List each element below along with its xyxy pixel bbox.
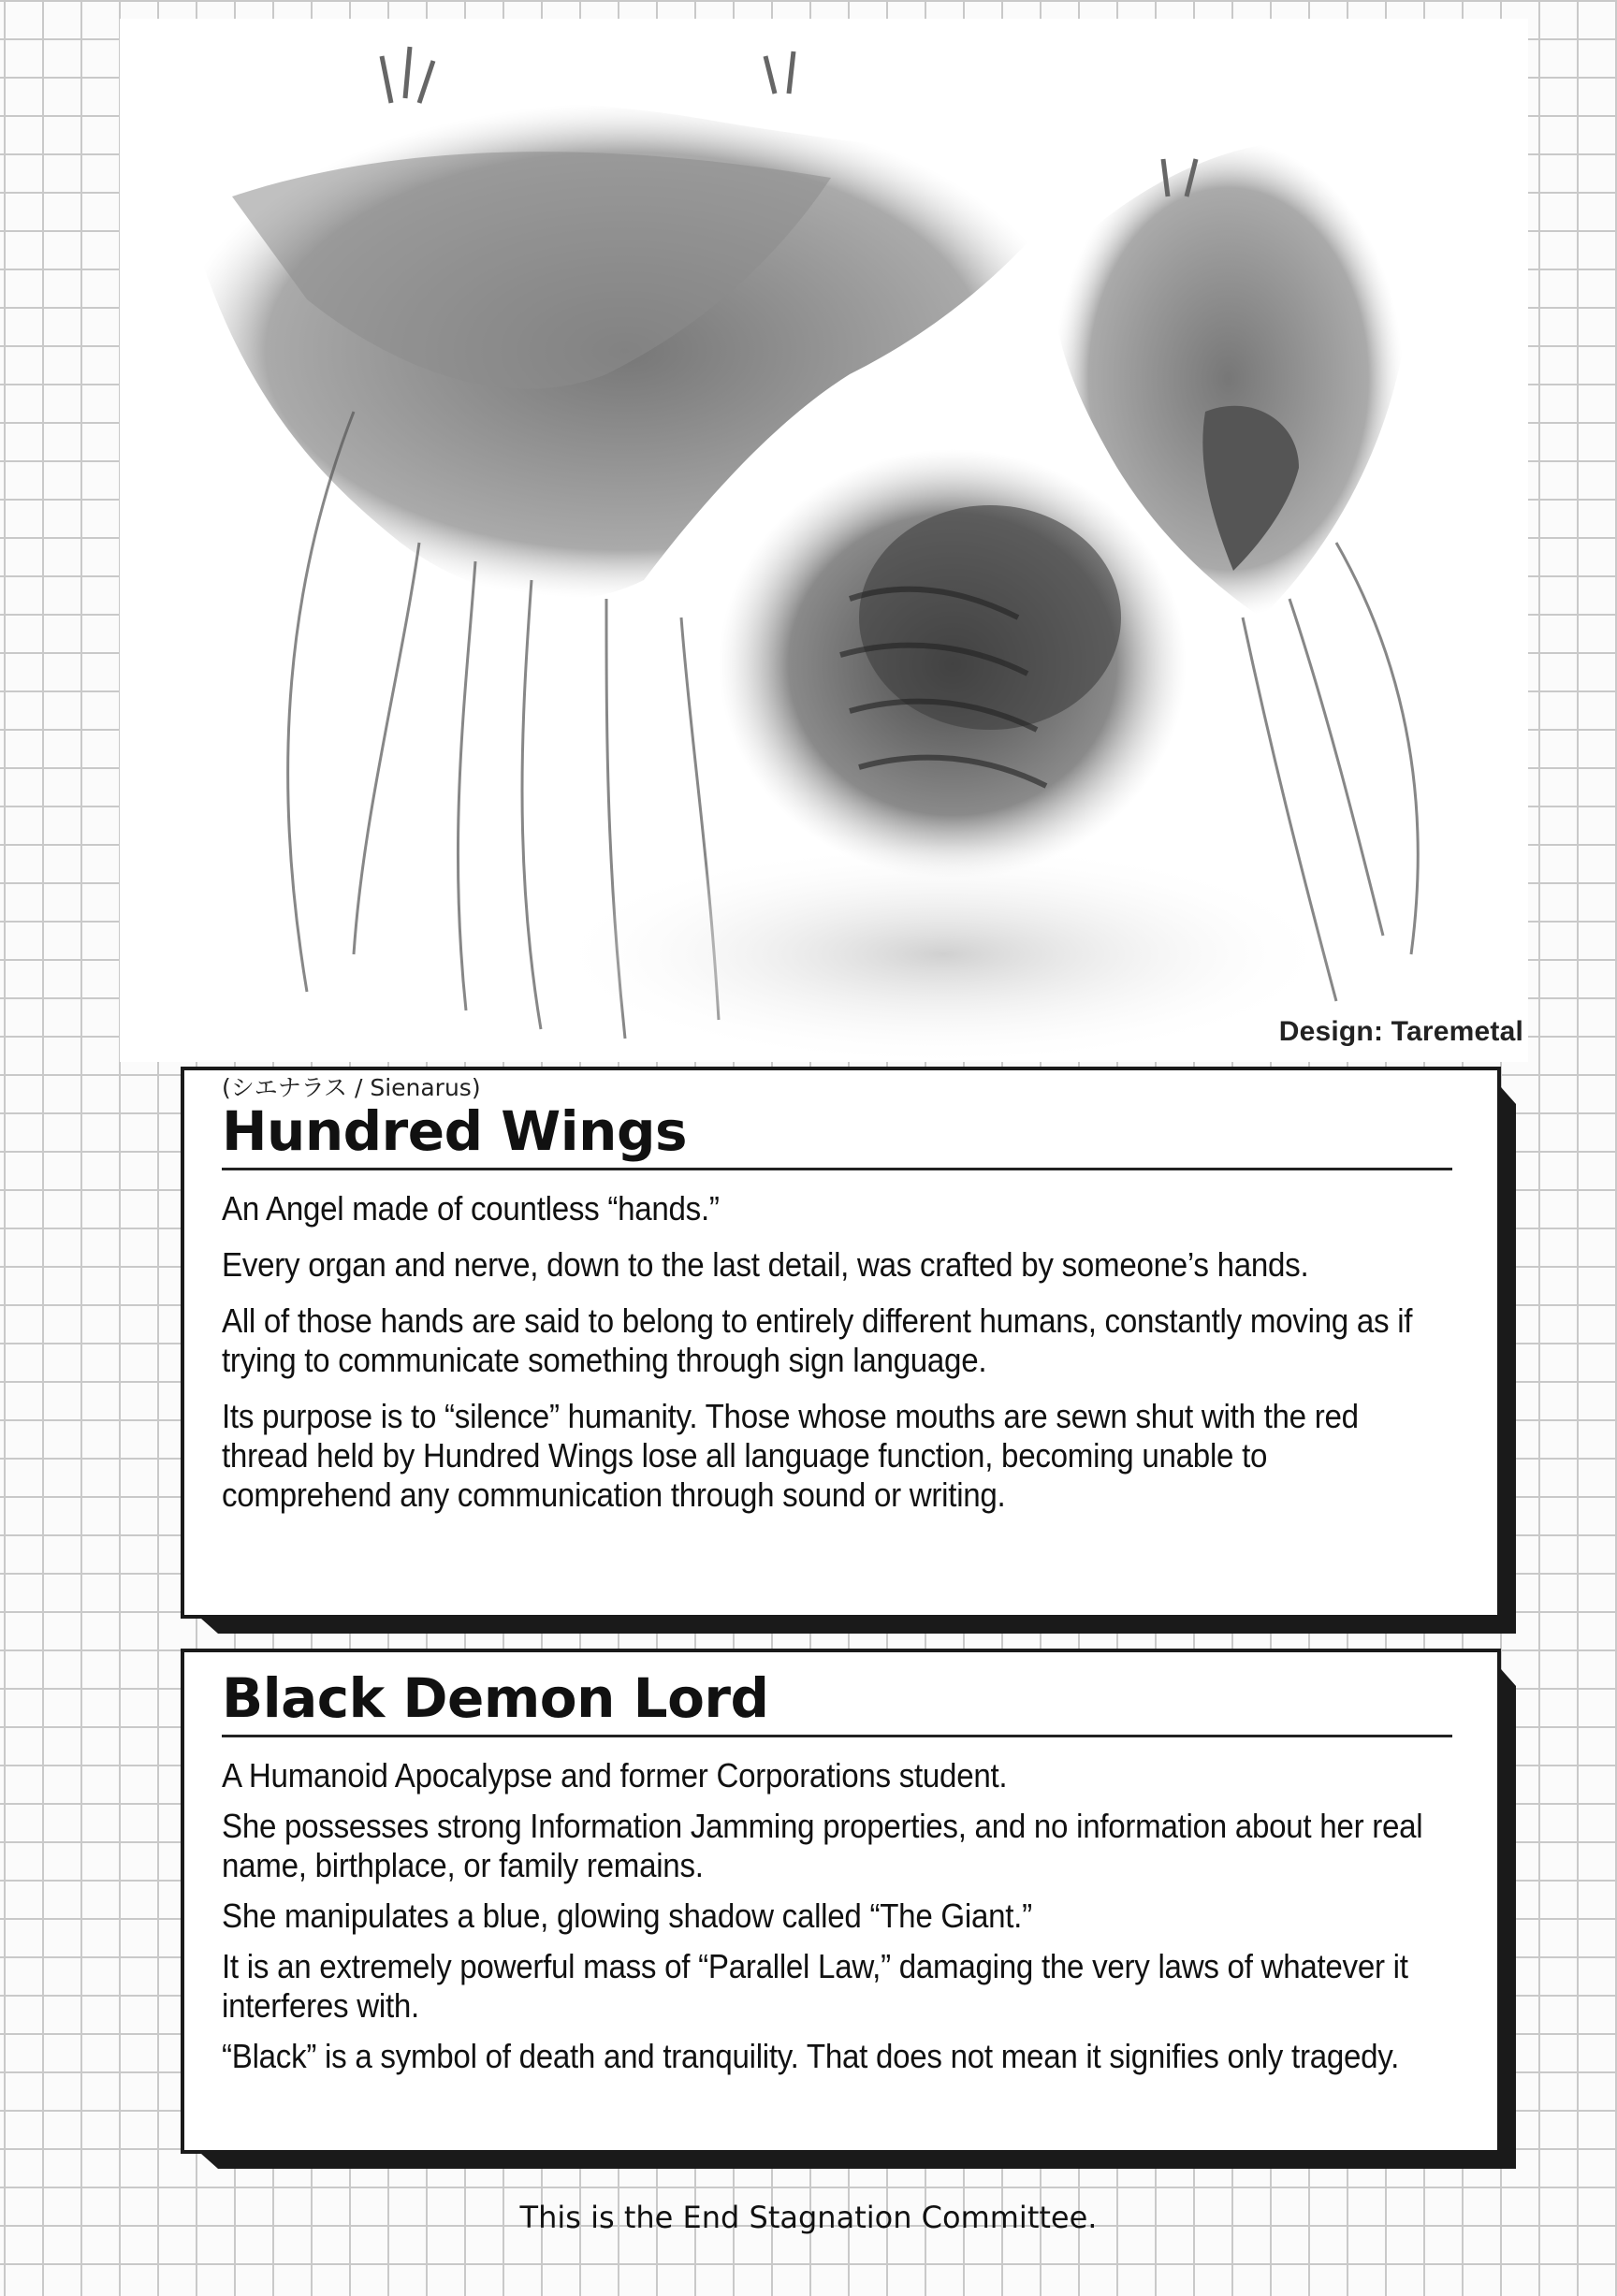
description-paragraph: Every organ and nerve, down to the last detail, was crafted by someone’s hands. [222,1245,1309,1284]
description-paragraph: An Angel made of countless “hands.” [222,1189,720,1228]
description-paragraph: All of those hands are said to belong to entirely different humans, constantly moving as if trying to communicate something through sign language. [222,1301,1413,1379]
angel-illustration [120,19,1528,1062]
description-paragraph: She manipulates a blue, glowing shadow called “The Giant.” [222,1896,1032,1935]
design-credit: Design: Taremetal [1278,1016,1523,1047]
description-paragraph: Its purpose is to “silence” humanity. Those whose mouths are sewn shut with the red thread held by Hundred Wings lose all language function, becoming unable to comprehend any communication through sound or writing. [222,1397,1359,1514]
card-title: Hundred Wings [222,1100,1452,1170]
title-reading: (シエナラス / Sienarus) [222,1074,481,1101]
footer-caption: This is the End Stagnation Committee. [519,2200,1098,2235]
black-demon-lord-card [181,1649,1501,2154]
description-paragraph: “Black” is a symbol of death and tranquility. That does not mean it signifies only tragedy. [222,2037,1400,2075]
description-paragraph: It is an extremely powerful mass of “Parallel Law,” damaging the very laws of whatever it interferes with. [222,1947,1408,2025]
hundred-wings-card [181,1067,1501,1619]
description-paragraph: A Humanoid Apocalypse and former Corporations student. [222,1756,1008,1795]
card-title: Black Demon Lord [222,1667,1452,1737]
description-paragraph: She possesses strong Information Jamming properties, and no information about her real name, birthplace, or family remains. [222,1807,1423,1884]
hundred-wings-artwork [120,19,1528,1062]
